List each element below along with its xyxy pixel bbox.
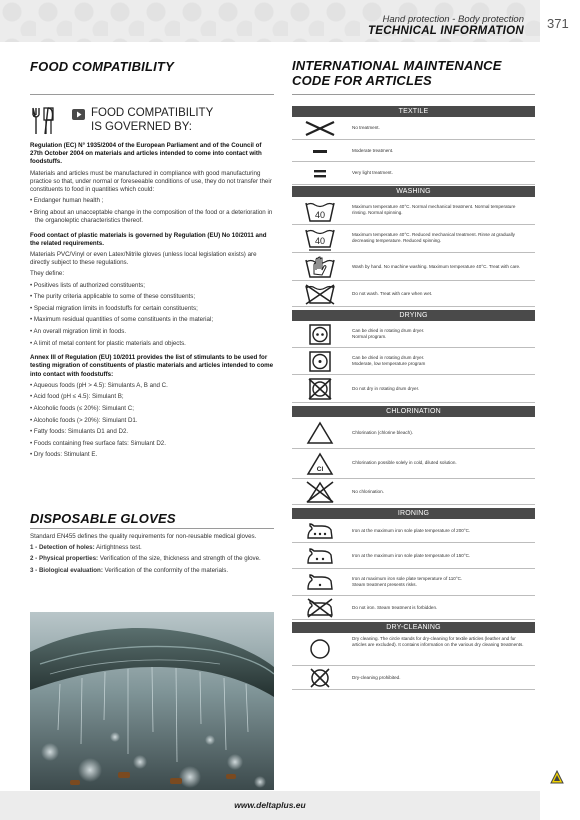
- iron-110-icon: [300, 573, 340, 591]
- section-washing: WASHING: [292, 186, 535, 197]
- care-text: No treatment.: [352, 125, 380, 130]
- item-text: Verification of the conformity of the materials.: [102, 566, 229, 574]
- governed-line-1: FOOD COMPATIBILITY: [91, 107, 214, 119]
- chlorine-label: Cl: [316, 466, 324, 473]
- care-row: [292, 348, 535, 375]
- item-text: Verification of the size, thickness and strength of the glove.: [98, 555, 261, 563]
- list-item: • An overall migration limit in foods.: [30, 328, 127, 335]
- care-row: [292, 543, 535, 569]
- care-row: [292, 140, 535, 162]
- care-row: [292, 253, 535, 281]
- care-text: Maximum temperature 40°C. Reduced mechanical treatment. Rinse at gradually decreasing temperature. Reduced spinning.: [352, 232, 515, 244]
- chlorination-icon: [300, 421, 340, 445]
- wash-40-reduced-icon: [300, 227, 340, 252]
- header-subtitle: Hand protection - Body protection: [382, 14, 524, 25]
- maintenance-title-line-1: INTERNATIONAL MAINTENANCE: [292, 58, 502, 73]
- divider: [292, 94, 535, 95]
- care-text: Moderate treatment.: [352, 148, 394, 153]
- very-light-treatment-icon: [300, 165, 340, 182]
- page-footer: [0, 791, 540, 820]
- care-text: No chlorination.: [352, 489, 384, 494]
- care-text: Dry cleaning. The circle stands for dry-cleaning for textile articles (leather and fur articles are excluded). It contains information on the various dry cleaning treatments.: [352, 636, 524, 648]
- care-text: Chlorination possible solely in cold, diluted solution.: [352, 460, 457, 465]
- do-not-iron-icon: [300, 598, 340, 618]
- section-drying: DRYING: [292, 310, 535, 321]
- care-row: [292, 417, 535, 449]
- care-row: [292, 479, 535, 505]
- care-row: [292, 162, 535, 185]
- header-title: TECHNICAL INFORMATION: [367, 25, 524, 37]
- food-paragraph-1: Materials and articles must be manufactured in compliance with good manufacturing practice so that, under normal or foreseeable conditions of use, they do not transfer their constituents to food in quantities which could:: [30, 169, 272, 194]
- care-text: Do not iron. Steam treatment is forbidden.: [352, 605, 438, 610]
- food-contact-icon: [30, 106, 56, 136]
- page-header: [0, 0, 540, 42]
- care-text: Iron at maximum iron sole plate temperature of 110°C. Steam treatment presents risks.: [352, 576, 463, 588]
- disposable-item: [30, 555, 274, 563]
- moderate-treatment-icon: [300, 143, 340, 159]
- hand-wash-icon: [300, 255, 340, 279]
- wash-40-normal-icon: [300, 200, 340, 223]
- item-label: 1 - Detection of holes:: [30, 544, 95, 552]
- play-arrow-icon: [72, 109, 85, 120]
- care-text: Dry-cleaning prohibited.: [352, 675, 401, 680]
- care-row: [292, 449, 535, 479]
- item-label: 2 - Physical properties:: [30, 555, 99, 563]
- do-not-tumble-dry-icon: [300, 378, 340, 400]
- food-governed-banner: [30, 106, 274, 140]
- care-text: Iron at the maximum iron sole plate temperature of 150°C.: [352, 553, 471, 558]
- care-text: Do not wash. Treat with care when wet.: [352, 291, 433, 296]
- disposable-intro: Standard EN455 defines the quality requirements for non-reusable medical gloves.: [30, 533, 257, 540]
- list-item: • Positives lists of authorized constituents;: [30, 281, 145, 289]
- care-text: Iron at the maximum iron sole plate temperature of 200°C.: [352, 528, 471, 533]
- page-number: 371: [547, 16, 569, 31]
- food-body: [30, 142, 274, 463]
- regulation-1935: Regulation (EC) N° 1935/2004 of the European Parliament and of the Council of 27th October 2004 on materials and articles intended to come into contact with foodstuffs.: [30, 142, 262, 166]
- care-text: Can be dried in rotating drum dryer. Normal program.: [352, 328, 425, 340]
- disposable-gloves-title: DISPOSABLE GLOVES: [30, 511, 176, 526]
- section-dry-cleaning: DRY-CLEANING: [292, 622, 535, 633]
- disposable-body: [30, 533, 274, 578]
- maintenance-title: [292, 59, 502, 88]
- care-row: [292, 281, 535, 307]
- iron-200-icon: [300, 522, 340, 540]
- list-item: • Alcoholic foods (≤ 20%): Simulant C;: [30, 404, 134, 412]
- care-text: Can be dried in rotating drum dryer. Moderate, low temperature program: [352, 355, 426, 367]
- care-row: [292, 197, 535, 225]
- care-text: Wash by hand. No machine washing. Maximum temperature 40°C. Treat with care.: [352, 264, 521, 269]
- divider: [30, 528, 274, 529]
- care-row: [292, 375, 535, 403]
- care-row: [292, 117, 535, 140]
- disposable-item: [30, 544, 274, 552]
- care-row: [292, 225, 535, 253]
- list-item: • Fatty foods: Simulants D1 and D2.: [30, 428, 129, 436]
- no-treatment-icon: [300, 120, 340, 137]
- list-item: • Bring about an unacceptable change in the composition of the food or a deterioration in the organoleptic characteristics thereof.: [30, 208, 273, 225]
- item-text: Airtightness test.: [94, 544, 142, 552]
- list-item: • Foods containing free surface fats: Simulant D2.: [30, 439, 166, 447]
- list-item: • Maximum residual quantities of some constituents in the material;: [30, 316, 214, 324]
- warning-triangle-icon: [550, 770, 564, 784]
- list-item: • Alcoholic foods (> 20%): Simulant D1.: [30, 416, 138, 424]
- list-item: • Aqueous foods (pH > 4.5): Simulants A, B and C.: [30, 381, 168, 389]
- care-row: [292, 321, 535, 348]
- section-chlorination: CHLORINATION: [292, 406, 535, 417]
- section-ironing: IRONING: [292, 508, 535, 519]
- disposable-item: [30, 567, 274, 575]
- care-row: [292, 519, 535, 543]
- list-item: • The purity criteria applicable to some of these constituents;: [30, 293, 196, 301]
- food-paragraph-3: They define:: [30, 270, 65, 278]
- list-item: • Special migration limits in foodstuffs for certain constituents;: [30, 304, 198, 312]
- divider: [30, 94, 274, 95]
- wash-temperature: 40: [314, 210, 326, 220]
- maintenance-title-line-2: CODE FOR ARTICLES: [292, 72, 432, 88]
- no-chlorination-icon: [300, 481, 340, 503]
- care-row: [292, 666, 535, 690]
- list-item: • Acid food (pH ≤ 4.5): Simulant B;: [30, 393, 124, 401]
- governed-line-2: IS GOVERNED BY:: [91, 121, 192, 133]
- food-paragraph-2: Materials PVC/Vinyl or even Latex/Nitrile gloves (unless local legislation exists) are directly subject to these regulations.: [30, 251, 257, 267]
- iron-150-icon: [300, 547, 340, 565]
- annex-iii: Annex III of Regulation (EU) 10/2011 provides the list of stimulants to be used for testing migration of constituents of plastic materials and articles intended to come into contact with foodstuffs:: [30, 354, 274, 378]
- care-text: Do not dry in rotating drum dryer.: [352, 386, 420, 391]
- tumble-dry-low-icon: [300, 351, 340, 372]
- wash-temperature: 40: [314, 236, 326, 246]
- food-compatibility-title: FOOD COMPATIBILITY: [30, 59, 174, 74]
- care-row: [292, 596, 535, 620]
- chlorination-cold-icon: [300, 452, 340, 476]
- care-row: [292, 633, 535, 666]
- item-label: 3 - Biological evaluation:: [30, 566, 103, 574]
- care-text: Chlorination (chlorine bleach).: [352, 430, 414, 435]
- section-textile: TEXTILE: [292, 106, 535, 117]
- dry-cleaning-icon: [300, 638, 340, 660]
- care-text: Maximum temperature 40°C. Normal mechanical treatment. Normal temperature rinsing. Normal spinning.: [352, 204, 516, 216]
- list-item: • Dry foods: Stimulant E.: [30, 451, 98, 459]
- gloves-water-photo: [30, 612, 274, 790]
- do-not-wash-icon: [300, 283, 340, 305]
- website-link[interactable]: www.deltaplus.eu: [234, 800, 306, 810]
- care-row: [292, 569, 535, 596]
- no-dry-cleaning-icon: [300, 668, 340, 688]
- list-item: • Endanger human health ;: [30, 197, 104, 205]
- regulation-10-2011: Food contact of plastic materials is governed by Regulation (EU) No 10/2011 and the related requirements.: [30, 231, 267, 247]
- care-text: Very light treatment.: [352, 170, 393, 175]
- tumble-dry-normal-icon: [300, 324, 340, 345]
- list-item: • A limit of metal content for plastic materials and objects.: [30, 339, 186, 347]
